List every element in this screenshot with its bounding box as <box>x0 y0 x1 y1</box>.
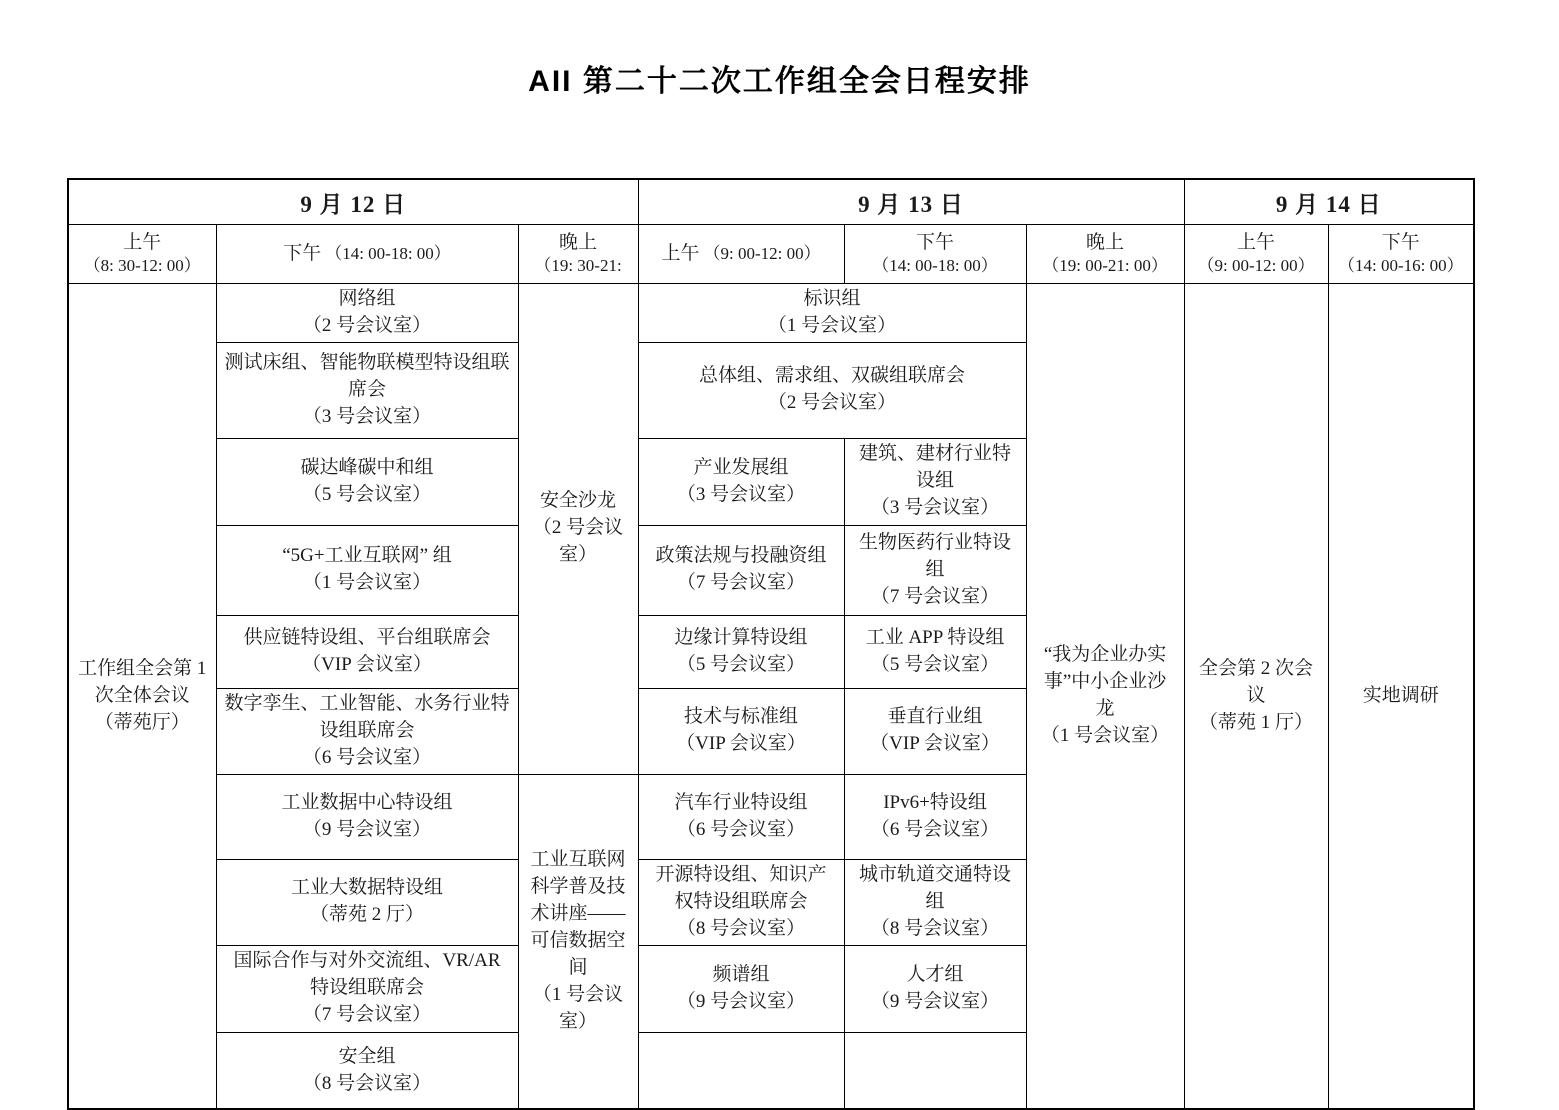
slot-header-d12-evening <box>518 225 638 284</box>
session-name: 人才组 <box>906 963 964 985</box>
session-name: 测试床组、智能物联模型特设组联席会 <box>224 351 510 400</box>
slot-header-d13-afternoon <box>844 225 1026 284</box>
cell-d13pm-industrial-app <box>844 615 1026 688</box>
cell-d14am-plenary-2 <box>1184 284 1328 1110</box>
cell-d12pm-security-group <box>216 1032 518 1109</box>
date-header-sep12: 9 月 12 日 <box>68 179 638 225</box>
cell-d13eve-sme-salon <box>1026 284 1184 1110</box>
session-room: （3 号会议室） <box>870 497 1000 519</box>
session-name: 工业数据中心特设组 <box>281 791 453 813</box>
slot-time: （19: 30-21: <box>534 256 622 276</box>
session-room: （VIP 会议室） <box>302 653 432 675</box>
session-room: （3 号会议室） <box>302 405 432 427</box>
cell-d13am-opensource-joint <box>638 859 844 945</box>
cell-d12am-plenary-1 <box>68 284 216 1110</box>
session-name: 生物医药行业特设组 <box>859 531 1012 580</box>
cell-d13am-automotive <box>638 774 844 859</box>
session-name: 开源特设组、知识产权特设组联席会 <box>655 863 827 912</box>
session-room: （8 号会议室） <box>676 917 806 939</box>
cell-d13pm-urban-rail <box>844 859 1026 945</box>
empty-cell <box>844 1032 1026 1109</box>
cell-d13pm-ipv6 <box>844 774 1026 859</box>
slot-time: （14: 00-18: 00） <box>325 244 451 264</box>
cell-d12pm-5g-group <box>216 525 518 615</box>
session-name: 数字孪生、工业智能、水务行业特设组联席会 <box>224 692 510 741</box>
session-room: （蒂苑 1 厅） <box>1199 711 1314 733</box>
session-room: （5 号会议室） <box>870 653 1000 675</box>
cell-d14pm-field-research <box>1328 284 1474 1110</box>
session-name: “我为企业办实事”中小企业沙龙 <box>1043 644 1167 720</box>
session-name: 网络组 <box>338 288 396 309</box>
session-room: （1 号会议室） <box>767 314 897 336</box>
session-room: （1 号会议室） <box>1040 725 1170 747</box>
session-room: （9 号会议室） <box>676 990 806 1012</box>
cell-d12pm-supplychain-joint <box>216 615 518 688</box>
session-name: 总体组、需求组、双碳组联席会 <box>699 365 966 387</box>
cell-d12pm-testbed-joint <box>216 342 518 438</box>
session-room: （7 号会议室） <box>676 572 806 594</box>
session-name: 国际合作与对外交流组、VR/AR 特设组联席会 <box>233 950 501 999</box>
session-room: （6 号会议室） <box>870 818 1000 840</box>
session-name: 安全沙龙 <box>540 490 617 512</box>
cell-d12pm-network-group <box>216 284 518 343</box>
slot-label: 上午 <box>1237 231 1276 253</box>
cell-d13am-policy <box>638 525 844 615</box>
session-name: 全会第 2 次会议 <box>1199 657 1314 706</box>
session-room: （5 号会议室） <box>676 653 806 675</box>
session-room: （8 号会议室） <box>870 917 1000 939</box>
cell-d12eve-security-salon <box>518 284 638 775</box>
session-room: （9 号会议室） <box>870 990 1000 1012</box>
session-room: （蒂苑 2 厅） <box>309 904 424 926</box>
session-room: （1 号会议室） <box>302 572 432 594</box>
session-name: 城市轨道交通特设组 <box>859 863 1012 912</box>
cell-d13am-edge-computing <box>638 615 844 688</box>
date-header-sep14: 9 月 14 日 <box>1184 179 1474 225</box>
session-name: “5G+工业互联网” 组 <box>282 545 452 567</box>
cell-d13-general-joint <box>638 342 1026 438</box>
cell-d12pm-carbon-group <box>216 438 518 525</box>
slot-time: （9: 00-12: 00） <box>703 244 821 264</box>
cell-d13pm-talent <box>844 945 1026 1032</box>
cell-d13-identifier-group <box>638 284 1026 343</box>
session-name: 标识组 <box>803 288 861 309</box>
session-name: 汽车行业特设组 <box>674 791 808 813</box>
session-room: （VIP 会议室） <box>676 733 806 755</box>
session-room: （3 号会议室） <box>676 483 806 505</box>
empty-cell <box>638 1032 844 1109</box>
date-header-sep13: 9 月 13 日 <box>638 179 1184 225</box>
session-room: （2 号会议室） <box>302 314 432 336</box>
session-room: （蒂苑厅） <box>94 711 190 733</box>
session-name: 政策法规与投融资组 <box>655 545 827 567</box>
cell-d13pm-biomedicine <box>844 525 1026 615</box>
date-header-row <box>68 179 1474 225</box>
slot-time: （8: 30-12: 00） <box>83 256 201 276</box>
cell-d12pm-digitaltwin-joint <box>216 688 518 774</box>
page-title: AII 第二十二次工作组全会日程安排 <box>528 65 1031 98</box>
session-room: （9 号会议室） <box>302 818 432 840</box>
cell-d13am-tech-standards <box>638 688 844 774</box>
session-room: （6 号会议室） <box>676 818 806 840</box>
session-name: 技术与标准组 <box>684 706 799 728</box>
session-room: （5 号会议室） <box>302 483 432 505</box>
slot-time: （19: 00-21: 00） <box>1042 256 1168 276</box>
slot-label: 上午 <box>123 231 162 253</box>
slot-time: （9: 00-12: 00） <box>1197 256 1315 276</box>
slot-header-d12-morning <box>68 225 216 284</box>
session-name: 频谱组 <box>712 963 770 985</box>
slot-label: 下午 <box>916 231 955 253</box>
session-name: 工作组全会第 1 次全体会议 <box>78 657 207 706</box>
cell-d13pm-vertical-industry <box>844 688 1026 774</box>
session-name: 实地调研 <box>1362 684 1439 706</box>
slot-time: （14: 00-16: 00） <box>1337 256 1464 276</box>
session-name: 边缘计算特设组 <box>674 626 808 648</box>
session-room: （7 号会议室） <box>302 1004 432 1026</box>
slot-label: 下午 <box>1381 231 1420 253</box>
session-name: 安全组 <box>338 1045 396 1067</box>
cell-d13am-industry-dev <box>638 438 844 525</box>
cell-d12eve-science-lecture <box>518 774 638 1109</box>
session-name: 供应链特设组、平台组联席会 <box>243 626 491 648</box>
session-room: （1 号会议室） <box>532 984 624 1032</box>
cell-d12pm-intl-cooperation <box>216 945 518 1032</box>
session-name: 工业 APP 特设组 <box>865 626 1005 648</box>
table-row <box>68 284 1474 343</box>
session-name: 垂直行业组 <box>887 706 983 728</box>
schedule-table <box>67 178 1475 1110</box>
slot-label: 上午 <box>661 243 700 265</box>
cell-d12pm-bigdata <box>216 859 518 945</box>
slot-header-d12-afternoon <box>216 225 518 284</box>
session-name: 工业大数据特设组 <box>290 877 443 899</box>
cell-d13pm-construction <box>844 438 1026 525</box>
time-header-row <box>68 225 1474 284</box>
slot-header-d14-afternoon <box>1328 225 1474 284</box>
session-room: （8 号会议室） <box>302 1072 432 1094</box>
session-room: （6 号会议室） <box>302 746 432 768</box>
session-name: 碳达峰碳中和组 <box>300 456 434 478</box>
cell-d12pm-datacenter <box>216 774 518 859</box>
slot-header-d13-morning <box>638 225 844 284</box>
slot-label: 下午 <box>283 243 322 265</box>
slot-time: （14: 00-18: 00） <box>872 256 998 276</box>
session-name: 工业互联网科学普及技术讲座——可信数据空间 <box>530 849 626 979</box>
cell-d13am-spectrum <box>638 945 844 1032</box>
session-name: 产业发展组 <box>693 456 789 478</box>
slot-header-d13-evening <box>1026 225 1184 284</box>
session-name: 建筑、建材行业特设组 <box>859 443 1012 492</box>
session-room: （2 号会议室） <box>767 392 897 414</box>
slot-label: 晚上 <box>1086 231 1125 253</box>
session-room: （2 号会议室） <box>532 517 624 566</box>
session-room: （7 号会议室） <box>870 585 1000 607</box>
slot-header-d14-morning <box>1184 225 1328 284</box>
slot-label: 晚上 <box>559 231 598 253</box>
session-name: IPv6+特设组 <box>883 791 987 813</box>
session-room: （VIP 会议室） <box>870 733 1000 755</box>
